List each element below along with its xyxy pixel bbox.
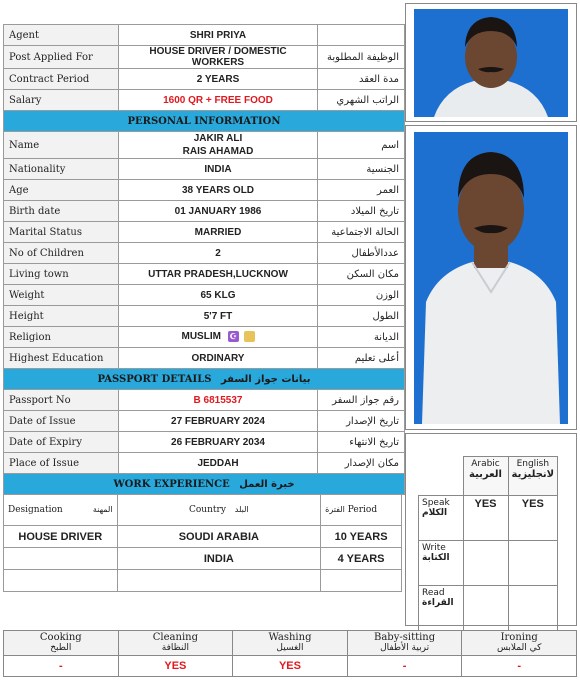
full-photo-frame	[405, 125, 577, 430]
skill-cooking-value: -	[4, 656, 119, 677]
english-column-header	[508, 457, 558, 496]
language-row	[419, 495, 558, 540]
read-label-ar: القراءة	[422, 597, 454, 608]
marital-status-label: Marital Status	[4, 222, 119, 243]
language-header-row	[419, 457, 558, 496]
contract-value: 2 YEARS	[119, 69, 318, 90]
nationality-value: INDIA	[119, 159, 318, 180]
full-photo-image	[414, 132, 568, 424]
read-arabic-value	[463, 585, 508, 630]
post-label-ar: الوظيفة المطلوبة	[318, 46, 405, 69]
salary-label: Salary	[4, 90, 119, 111]
experience-period: 4 YEARS	[321, 548, 402, 570]
passport-section-title: PASSPORT DETAILS	[97, 373, 212, 385]
passport-no-label: Passport No	[4, 390, 119, 411]
agent-row	[4, 25, 405, 46]
experience-row-empty	[4, 570, 402, 592]
religion-label-ar: الديانة	[318, 327, 405, 348]
birth-date-value: 01 JANUARY 1986	[119, 201, 318, 222]
experience-row	[4, 548, 402, 570]
experience-row	[4, 526, 402, 548]
speak-english-value: YES	[508, 495, 558, 540]
mosque-emoji-icon	[244, 331, 255, 342]
period-header	[321, 495, 402, 526]
language-box	[405, 433, 577, 626]
children-label-ar: عددالأطفال	[318, 243, 405, 264]
living-town-label: Living town	[4, 264, 119, 285]
experience-section-title-ar: خبرة العمل	[239, 478, 295, 490]
nationality-label-ar: الجنسية	[318, 159, 405, 180]
skill-ironing-label: Ironing	[500, 632, 538, 643]
education-value: ORDINARY	[119, 348, 318, 369]
personal-section-header	[4, 111, 405, 132]
personal-row	[4, 285, 405, 306]
country-header	[117, 495, 321, 526]
arabic-header-en: Arabic	[471, 459, 500, 469]
speak-label-en: Speak	[422, 497, 450, 508]
issue-date-value: 27 FEBRUARY 2024	[119, 411, 318, 432]
country-header-label: Country	[189, 505, 226, 515]
birth-date-label-ar: تاريخ الميلاد	[318, 201, 405, 222]
passport-row	[4, 432, 405, 453]
experience-country: INDIA	[117, 548, 321, 570]
passport-row	[4, 390, 405, 411]
place-of-issue-label: Place of Issue	[4, 453, 119, 474]
skill-ironing-label-ar: كي الملابس	[496, 643, 542, 653]
skill-babysitting-header	[347, 631, 462, 656]
skill-cleaning-value: YES	[118, 656, 233, 677]
skill-cleaning-label-ar: النظافة	[161, 643, 189, 653]
personal-section-title: PERSONAL INFORMATION	[4, 111, 405, 132]
contract-row	[4, 69, 405, 90]
children-label: No of Children	[4, 243, 119, 264]
name-label: Name	[4, 132, 119, 159]
place-of-issue-label-ar: مكان الإصدار	[318, 453, 405, 474]
nationality-label: Nationality	[4, 159, 119, 180]
personal-row	[4, 348, 405, 369]
salary-row	[4, 90, 405, 111]
name-value: JAKIR ALI RAIS AHAMAD	[119, 132, 318, 159]
experience-section-title: WORK EXPERIENCE	[113, 478, 230, 490]
write-label-en: Write	[422, 542, 446, 553]
post-value: HOUSE DRIVER / DOMESTIC WORKERS	[119, 46, 318, 69]
skill-washing-label: Washing	[268, 632, 312, 643]
personal-row	[4, 264, 405, 285]
skill-ironing-header	[462, 631, 577, 656]
header-table	[3, 24, 405, 495]
marital-status-label-ar: الحالة الاجتماعية	[318, 222, 405, 243]
language-table	[418, 456, 558, 631]
salary-value: 1600 QR + FREE FOOD	[119, 90, 318, 111]
experience-designation	[4, 548, 118, 570]
personal-row	[4, 201, 405, 222]
marital-status-value: MARRIED	[119, 222, 318, 243]
country-header-label-ar: البلد	[234, 505, 249, 514]
passport-row	[4, 411, 405, 432]
period-header-label-ar: الفترة	[325, 505, 345, 514]
personal-row	[4, 180, 405, 201]
crescent-emoji-icon: ☪	[229, 332, 237, 342]
experience-table	[3, 494, 402, 592]
post-row	[4, 46, 405, 69]
birth-date-label: Birth date	[4, 201, 119, 222]
age-value: 38 YEARS OLD	[119, 180, 318, 201]
designation-header-label-ar: المهنة	[92, 505, 113, 514]
skill-washing-label-ar: الغسيل	[276, 643, 304, 653]
expiry-date-label: Date of Expiry	[4, 432, 119, 453]
age-label: Age	[4, 180, 119, 201]
passport-section-title-ar: بيانات جواز السفر	[220, 373, 311, 385]
read-label-en: Read	[422, 587, 445, 598]
expiry-date-value: 26 FEBRUARY 2034	[119, 432, 318, 453]
passport-no-label-ar: رقم جواز السفر	[318, 390, 405, 411]
name-label-ar: اسم	[318, 132, 405, 159]
period-header-label: Period	[347, 505, 378, 515]
skills-table-wrap	[3, 630, 577, 677]
weight-label-ar: الوزن	[318, 285, 405, 306]
skill-babysitting-label: Baby-sitting	[374, 632, 436, 643]
living-town-value: UTTAR PRADESH,LUCKNOW	[119, 264, 318, 285]
english-header-en: English	[516, 459, 550, 469]
passport-row	[4, 453, 405, 474]
skill-ironing-value: -	[462, 656, 577, 677]
issue-date-label-ar: تاريخ الإصدار	[318, 411, 405, 432]
education-label: Highest Education	[4, 348, 119, 369]
living-town-label-ar: مكان السكن	[318, 264, 405, 285]
skills-table	[3, 630, 577, 677]
skill-cleaning-label: Cleaning	[152, 632, 198, 643]
height-value: 5'7 FT	[119, 306, 318, 327]
agent-value: SHRI PRIYA	[119, 25, 318, 46]
passport-section-header	[4, 369, 405, 390]
speak-arabic-value: YES	[463, 495, 508, 540]
personal-row	[4, 306, 405, 327]
skill-washing-header	[233, 631, 348, 656]
skill-washing-value: YES	[233, 656, 348, 677]
experience-section-header	[4, 474, 405, 495]
skill-babysitting-label-ar: تربية الأطفال	[380, 643, 430, 653]
skills-header-row	[4, 631, 577, 656]
application-form	[3, 24, 402, 592]
personal-row	[4, 243, 405, 264]
children-value: 2	[119, 243, 318, 264]
portrait-photo-image	[414, 9, 568, 117]
designation-header-label: Designation	[8, 505, 63, 515]
designation-header	[4, 495, 118, 526]
skill-cleaning-header	[118, 631, 233, 656]
skills-value-row	[4, 656, 577, 677]
religion-cell	[119, 327, 318, 348]
write-english-value	[508, 540, 558, 585]
expiry-date-label-ar: تاريخ الانتهاء	[318, 432, 405, 453]
weight-value: 65 KLG	[119, 285, 318, 306]
experience-designation: HOUSE DRIVER	[4, 526, 118, 548]
place-of-issue-value: JEDDAH	[119, 453, 318, 474]
height-label: Height	[4, 306, 119, 327]
education-label-ar: أعلى تعليم	[318, 348, 405, 369]
contract-label-ar: مدة العقد	[318, 69, 405, 90]
experience-section-title-cell	[4, 474, 405, 495]
portrait-photo	[414, 9, 568, 117]
personal-row	[4, 132, 405, 159]
write-label	[419, 540, 464, 585]
write-arabic-value	[463, 540, 508, 585]
personal-row	[4, 222, 405, 243]
passport-section-title-cell	[4, 369, 405, 390]
contract-label: Contract Period	[4, 69, 119, 90]
skill-cooking-header	[4, 631, 119, 656]
language-row	[419, 585, 558, 630]
issue-date-label: Date of Issue	[4, 411, 119, 432]
write-label-ar: الكتابة	[422, 552, 450, 563]
personal-row	[4, 159, 405, 180]
religion-label: Religion	[4, 327, 119, 348]
full-photo	[414, 132, 568, 424]
skill-cooking-label: Cooking	[39, 632, 82, 643]
language-row	[419, 540, 558, 585]
skill-cooking-label-ar: الطبخ	[50, 643, 72, 653]
speak-label-ar: الكلام	[422, 507, 448, 518]
agent-label: Agent	[4, 25, 119, 46]
speak-label	[419, 495, 464, 540]
personal-row	[4, 327, 405, 348]
passport-no-value: B 6815537	[119, 390, 318, 411]
experience-header-row	[4, 495, 402, 526]
experience-country: SOUDI ARABIA	[117, 526, 321, 548]
height-label-ar: الطول	[318, 306, 405, 327]
experience-period: 10 YEARS	[321, 526, 402, 548]
read-english-value	[508, 585, 558, 630]
arabic-column-header	[463, 457, 508, 496]
arabic-header-ar: العربية	[469, 469, 502, 480]
age-label-ar: العمر	[318, 180, 405, 201]
skill-babysitting-value: -	[347, 656, 462, 677]
weight-label: Weight	[4, 285, 119, 306]
salary-label-ar: الراتب الشهري	[318, 90, 405, 111]
read-label	[419, 585, 464, 630]
portrait-photo-frame	[405, 3, 577, 122]
religion-value: MUSLIM	[181, 331, 221, 343]
english-header-ar: لانجليزية	[511, 469, 555, 480]
post-label: Post Applied For	[4, 46, 119, 69]
